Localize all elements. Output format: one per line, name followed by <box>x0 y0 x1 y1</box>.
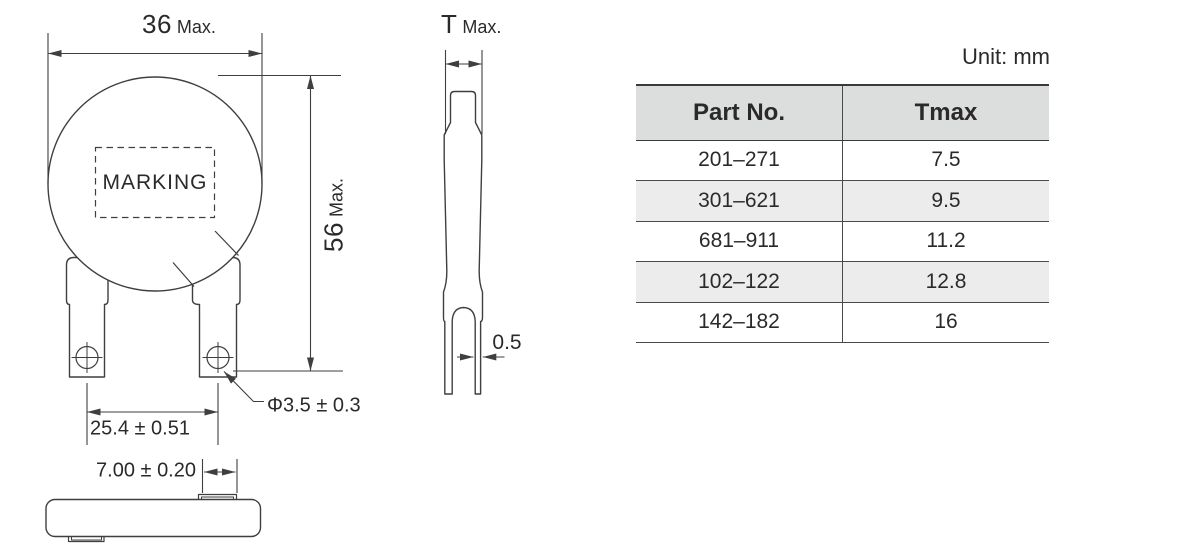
marking-label: MARKING <box>102 170 208 194</box>
front-height-suffix: Max. <box>326 178 347 218</box>
table-row <box>636 141 1049 182</box>
tab-width-dim-label: 7.00 ± 0.20 <box>96 459 196 482</box>
table-row <box>636 222 1049 263</box>
side-thickness-suffix: Max. <box>462 17 502 37</box>
table-row <box>636 181 1049 222</box>
header-part-no: Part No. <box>636 86 843 140</box>
front-width-value: 36 <box>142 9 172 39</box>
side-thickness-value: T <box>441 9 458 39</box>
lead-spacing-dim-label: 25.4 ± 0.51 <box>90 417 190 440</box>
table-row <box>636 303 1049 344</box>
lead-hole-dim-label: Φ3.5 ± 0.3 <box>267 394 361 417</box>
tmax-cell: 7.5 <box>931 148 961 172</box>
front-height-value: 56 <box>318 222 349 252</box>
front-width-suffix: Max. <box>176 17 216 37</box>
parts-table-header <box>636 86 1049 141</box>
part-no-cell: 681–911 <box>636 222 843 262</box>
unit-note: Unit: mm <box>962 44 1050 69</box>
tmax-cell: 9.5 <box>931 188 961 212</box>
part-no-cell: 102–122 <box>636 262 843 302</box>
bottom-outline <box>46 500 261 537</box>
header-tmax: Tmax <box>914 98 978 126</box>
front-width-dim-label <box>142 9 216 40</box>
part-no-cell: 301–621 <box>636 181 843 221</box>
parts-table <box>636 84 1049 343</box>
tmax-cell: 12.8 <box>925 269 967 293</box>
front-height-dim-label <box>319 178 350 252</box>
tmax-cell: 16 <box>934 310 958 334</box>
part-no-cell: 142–182 <box>636 303 843 343</box>
bottom-dimensions <box>203 459 238 493</box>
lead-thickness-dim-label: 0.5 <box>492 331 522 354</box>
front-view <box>48 33 343 445</box>
tmax-cell: 11.2 <box>926 229 966 253</box>
side-thickness-dim-label <box>441 9 501 40</box>
table-row <box>636 262 1049 303</box>
part-no-cell: 201–271 <box>636 141 843 181</box>
side-profile <box>444 92 483 395</box>
